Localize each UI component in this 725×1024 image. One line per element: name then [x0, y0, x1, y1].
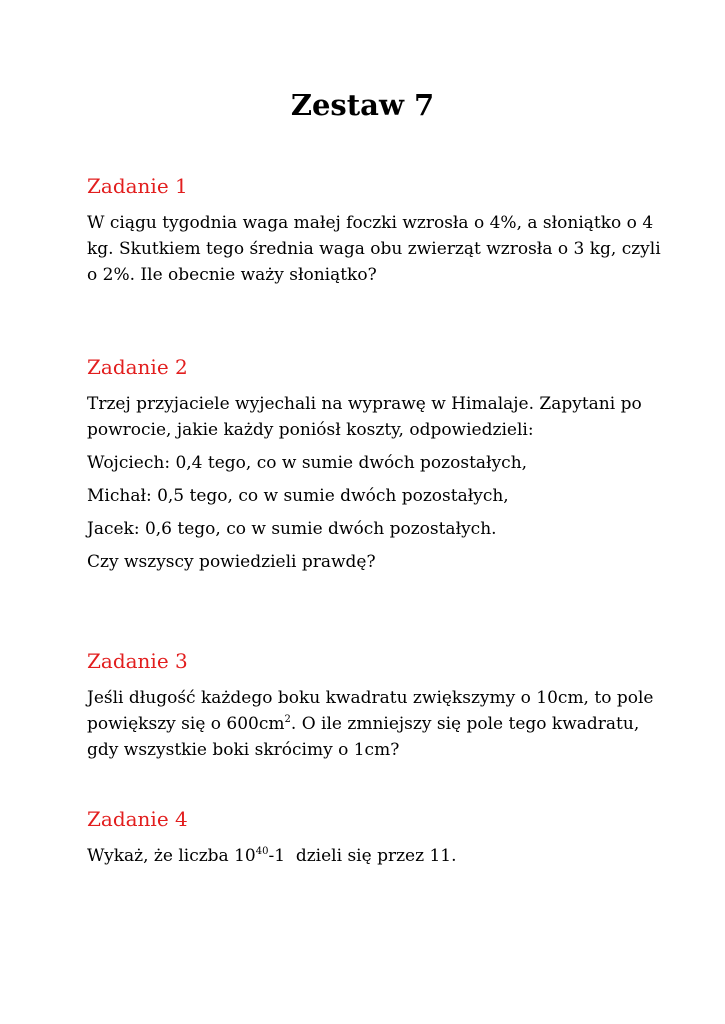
task-heading: Zadanie 2: [87, 355, 188, 379]
task-text: [87, 685, 667, 763]
exponent: 40: [255, 846, 269, 857]
task-text: [87, 843, 667, 869]
exponent: 2: [284, 714, 291, 725]
answer-michal: Michał: 0,5 tego, co w sumie dwóch pozostałych,: [87, 486, 509, 506]
page-title: Zestaw 7: [290, 88, 435, 122]
answer-wojciech: Wojciech: 0,4 tego, co w sumie dwóch pozostałych,: [87, 453, 528, 473]
text-before-exponent: Jeśli długość każdego boku kwadratu zwiększymy o 10cm, to pole powiększy się o 600cm: [87, 688, 654, 734]
task-heading: Zadanie 4: [87, 807, 188, 831]
text-after-exponent: . O ile zmniejszy się pole tego kwadratu, gdy wszystkie boki skrócimy o 1cm?: [87, 714, 640, 760]
task-4: [87, 806, 667, 869]
text-before-exponent: Wykaż, że liczba 10: [87, 846, 256, 866]
task-intro: Trzej przyjaciele wyjechali na wyprawę w Himalaje. Zapytani po powrocie, jakie każdy poniósł koszty, odpowiedzieli:: [87, 394, 642, 440]
task-text: W ciągu tygodnia waga małej foczki wzrosła o 4%, a słoniątko o 4 kg. Skutkiem tego średnia waga obu zwierząt wzrosła o 3 kg, czyli o 2%. Ile obecnie waży słoniątko?: [87, 213, 661, 285]
task-heading: Zadanie 3: [87, 649, 188, 673]
task-2: [87, 354, 667, 575]
task-1: [87, 173, 667, 288]
task-question: Czy wszyscy powiedzieli prawdę?: [87, 552, 376, 572]
task-heading: Zadanie 1: [87, 174, 188, 198]
answer-jacek: Jacek: 0,6 tego, co w sumie dwóch pozostałych.: [87, 519, 497, 539]
text-after-exponent: -1 dzieli się przez 11.: [268, 846, 457, 866]
task-3: [87, 648, 667, 763]
